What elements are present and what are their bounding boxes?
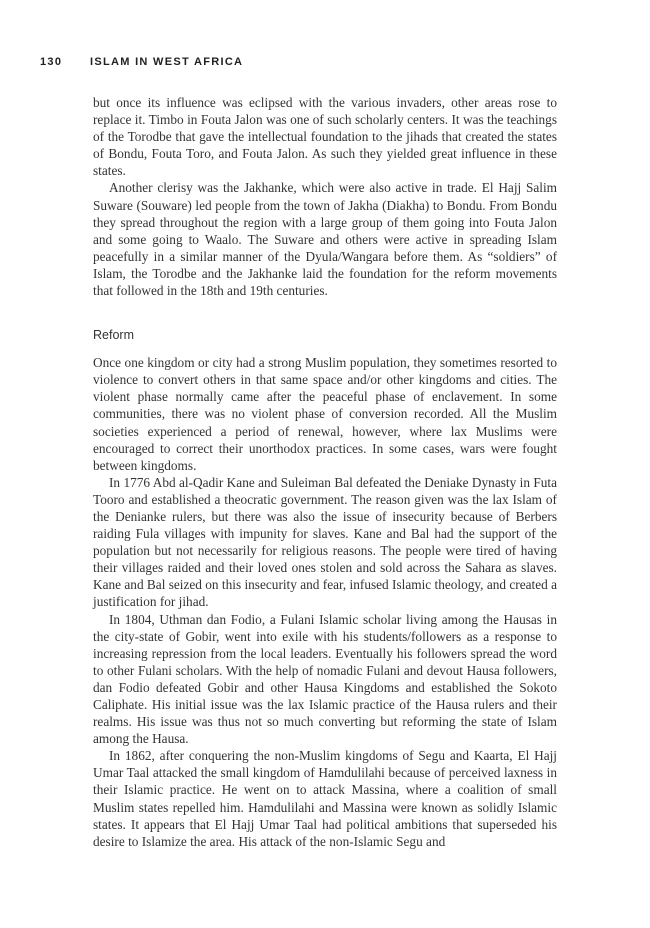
paragraph: In 1776 Abd al-Qadir Kane and Suleiman Bal defeated the Deniake Dynasty in Futa Tooro and established a theocratic government. The reason given was the lax Islam of the Denianke rulers, but there was also the issue of insecurity because of Berbers raiding Fula villages with impunity for slaves. Kane and Bal had the support of the population but not necessarily for religious reasons. The people were tired of having their villages raided and their loved ones stolen and sold across the Sahara as slaves. Kane and Bal seized on this insecurity and fear, infused Islamic theology, and created a justification for jihad. (93, 474, 557, 610)
paragraph: Once one kingdom or city had a strong Muslim population, they sometimes resorted to violence to convert others in that same space and/or other kingdoms and cities. The violent phase normally came after the peaceful phase of enclavement. In some communities, there was no violent phase of conversion recorded. All the Muslim societies experienced a period of renewal, however, where lax Muslims were encouraged to correct their unorthodox practices. In some cases, wars were fought between kingdoms. (93, 355, 557, 473)
running-head (40, 56, 243, 68)
page-number: 130 (40, 56, 63, 68)
paragraph: In 1862, after conquering the non-Muslim kingdoms of Segu and Kaarta, El Hajj Umar Taal attacked the small kingdom of Hamdulilahi because of perceived laxness in their Islamic practice. He went on to attack Massina, where a coalition of small Muslim states repelled him. Hamdulilahi and Massina were known as solidly Islamic states. It appears that El Hajj Umar Taal had political ambitions that superseded his desire to Islamize the area. His attack of the non-Islamic Segu and (93, 748, 557, 849)
paragraph: In 1804, Uthman dan Fodio, a Fulani Islamic scholar living among the Hausas in the city-state of Gobir, went into exile with his students/followers as a response to increasing repression from the local leaders. Eventually his followers spread the word to other Fulani scholars. With the help of nomadic Fulani and devout Hausa followers, dan Fodio defeated Gobir and other Hausa Kingdoms and established the Sokoto Caliphate. His initial issue was the lax Islamic practice of the Hausa rulers and their realms. His issue was thus not so much converting but reforming the state of Islam among the Hausa. (93, 611, 557, 747)
paragraph: Another clerisy was the Jakhanke, which were also active in trade. El Hajj Salim Suware (Souware) led people from the town of Jakha (Diakha) to Bondu. From Bondu they spread throughout the region with a large group of them going into Fouta Jalon and some going to Waalo. The Suware and others were active in spreading Islam peacefully in a similar manner of the Dyula/Wangara before them. As “soldiers” of Islam, the Torodbe and the Jakhanke laid the foundation for the reform movements that followed in the 18th and 19th centuries. (93, 180, 557, 299)
paragraph: but once its influence was eclipsed with the various invaders, other areas rose to replace it. Timbo in Fouta Jalon was one of such scholarly centers. It was the teachings of the Torodbe that gave the intellectual foundation to the jihads that created the states of Bondu, Fouta Toro, and Fouta Jalon. As such they yielded great influence in these states. (93, 95, 557, 179)
book-title: ISLAM IN WEST AFRICA (90, 56, 244, 68)
section-heading: Reform (93, 328, 134, 343)
body-text (93, 94, 557, 850)
